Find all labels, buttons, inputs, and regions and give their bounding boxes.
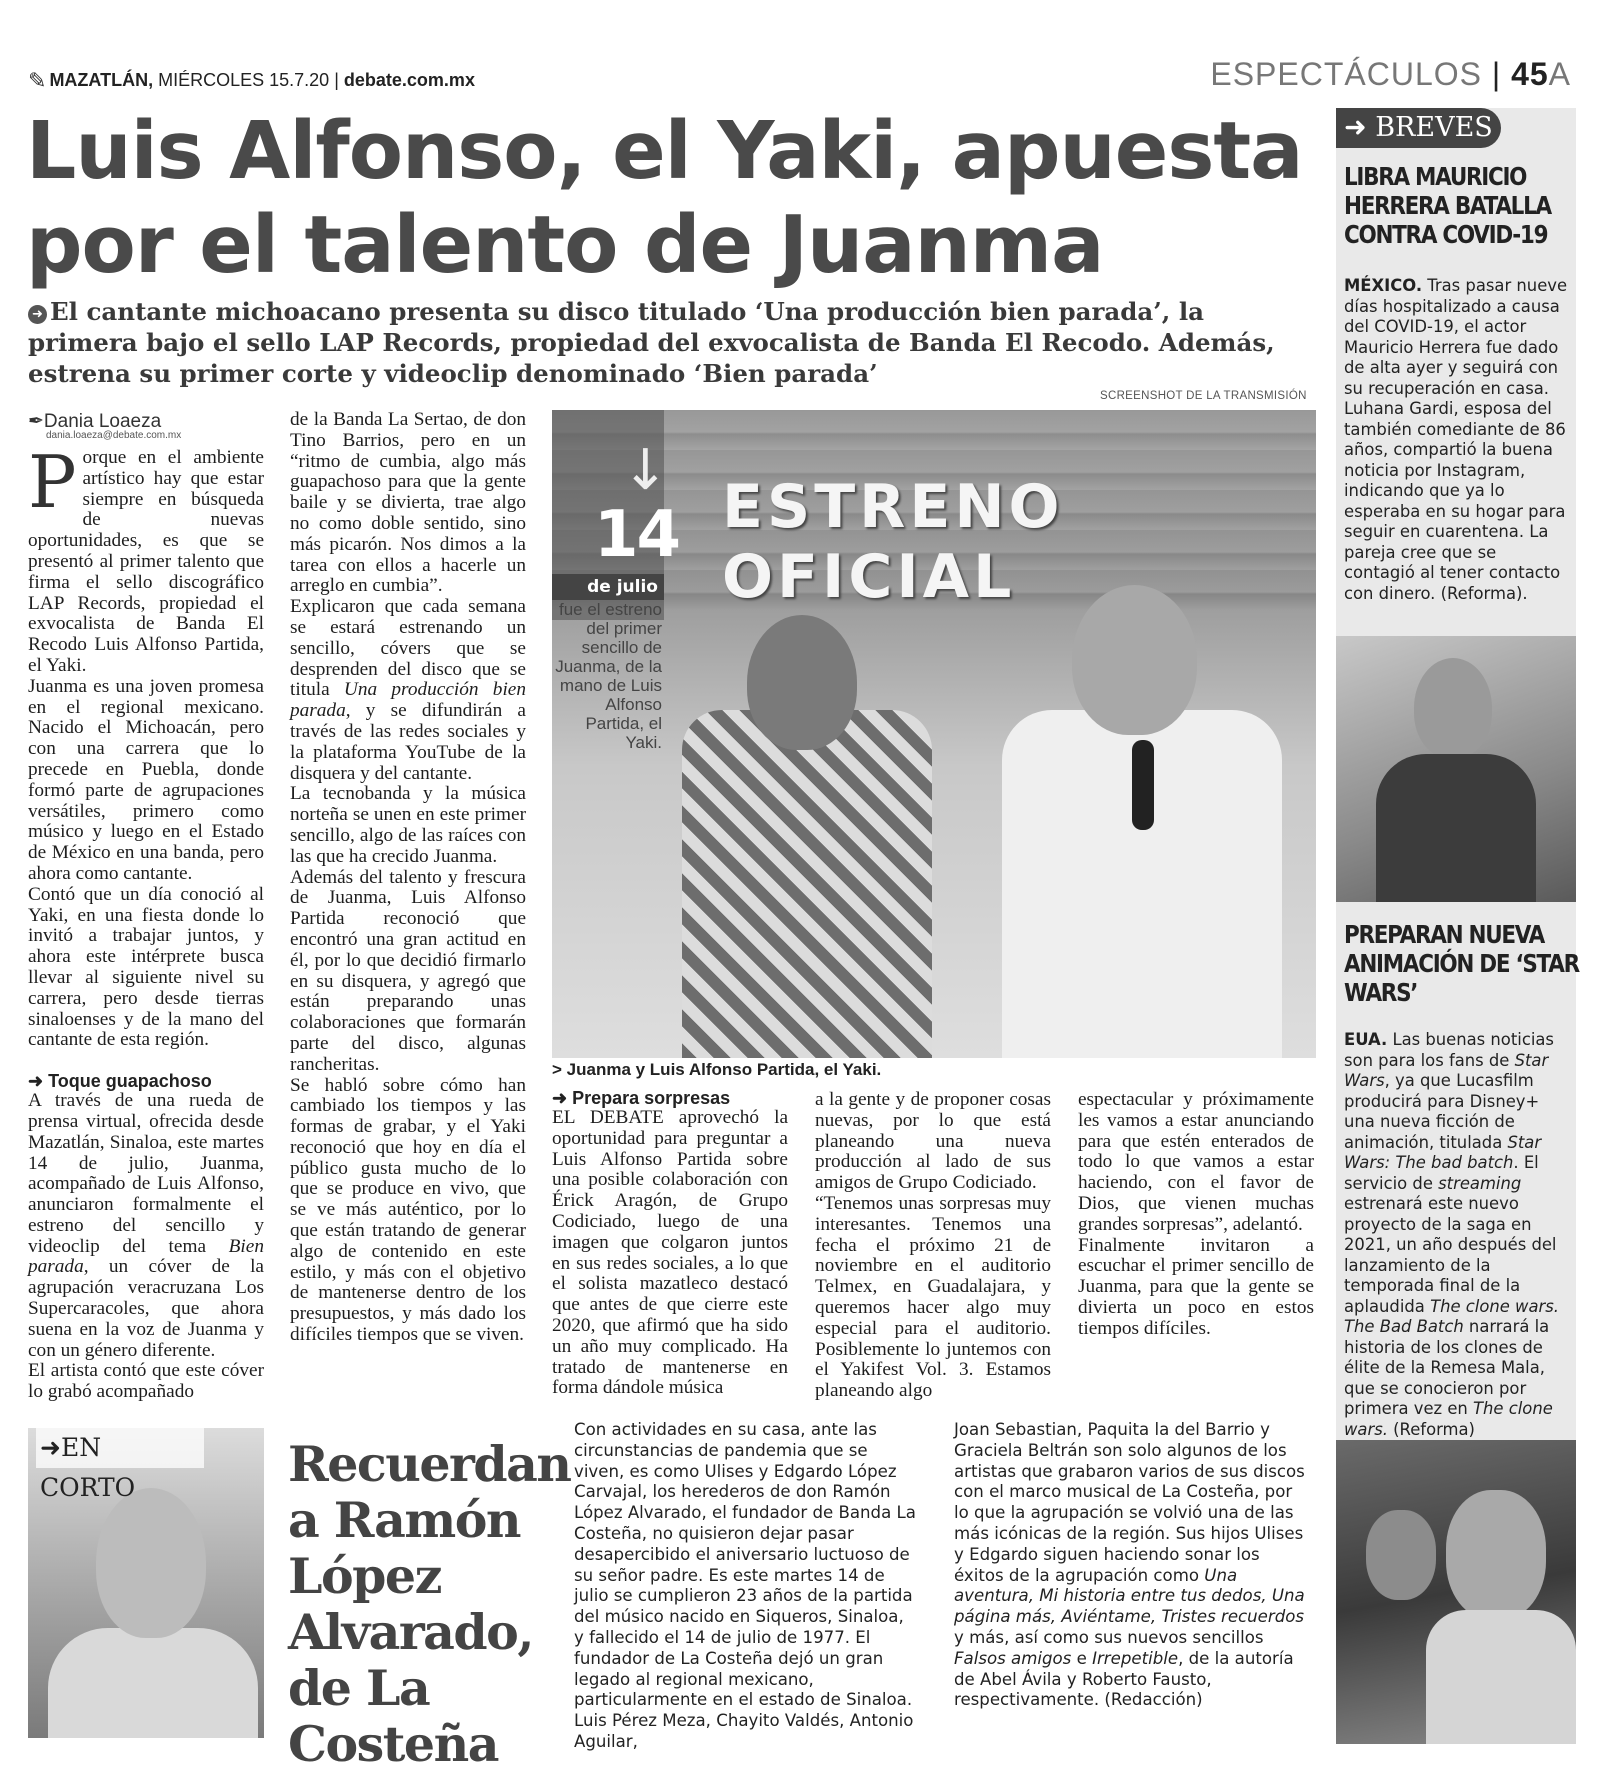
italic-title: Una producción bien parada <box>290 679 526 722</box>
italic-title: streaming <box>1438 1173 1522 1193</box>
paragraph: Se habló sobre cómo han cambiado los tiempos y las formas de grabar, y el Yaki reconoció que hoy en día el público gusta mucho de lo que se produce en vivo, que se ve más auténtico, por lo que están tratando de generar algo de contenido en este estilo, y más con el objetivo de mantenerse dentro de los presupuestos, y más dado los difíciles tiempos que se viven. <box>290 1074 526 1346</box>
italic-title: Irrepetible <box>1092 1648 1179 1668</box>
page-suffix: A <box>1548 56 1571 92</box>
photo-credit: SCREENSHOT DE LA TRANSMISIÓN <box>1100 390 1307 402</box>
down-arrow-icon: ↓ <box>622 438 669 503</box>
article-column-2 <box>290 410 526 1346</box>
section-name: ESPECTÁCULOS <box>1210 56 1482 92</box>
encorto-label: EN CORTO <box>40 1433 136 1502</box>
paragraph: Además del talento y frescura de Juanma, Luis Alfonso Partida reconoció que encontró una gran actitud en él, por lo que decidió firmarlo en su disquera, y agregó que están preparando unas colaboraciones que formarán parte del disco, algunas rancheritas. <box>290 866 526 1075</box>
paragraph: Contó que un día conoció al Yaki, en una fiesta donde lo invitó a trabajar juntos, y ahora este intérprete busca llevar al siguiente nivel su carrera, pero desde tierras sinaloenses y de la mano del cantante de esta región. <box>28 883 264 1051</box>
issue-date: MIÉRCOLES 15.7.20 <box>158 70 330 90</box>
italic-title: Star Wars: The bad batch <box>1344 1132 1542 1172</box>
estreno-sign: ESTRENO OFICIAL <box>722 472 1064 612</box>
paragraph-text: , de la autoría de Abel Ávila y Roberto Fausto, respectivamente. (Redacción) <box>954 1648 1294 1710</box>
brief-body: Las buenas noticias son para los fans de <box>1344 1030 1554 1070</box>
separator: | <box>334 70 339 90</box>
section-header <box>1210 56 1571 93</box>
brief-body: (Reforma) <box>1387 1419 1475 1439</box>
feather-logo-icon: ✎ <box>28 68 47 93</box>
article-column-3 <box>552 1082 788 1399</box>
headline-line-2: por el talento de Juanma <box>26 199 1104 291</box>
paragraph-text: , un cóver de la agrupación veracruzana Los Supercaracoles, que ahora suena en la voz de Juanma y con un género diferente. <box>28 1256 264 1361</box>
brief-2-text <box>1344 1030 1568 1440</box>
microphone-icon <box>1132 740 1154 830</box>
brief-body: narrará la historia de los clones de élite de la Remesa Mala, que se conocieron por primera vez en <box>1344 1317 1550 1418</box>
headline <box>26 104 1326 292</box>
city: MAZATLÁN, <box>49 70 154 90</box>
italic-title: Bien parada <box>28 1235 264 1278</box>
brief-body: , ya que Lucasfilm producirá para Disney+ una nueva ficción de animación, titulada <box>1344 1071 1540 1152</box>
section-separator: | <box>1491 56 1502 92</box>
yaki-head <box>1072 585 1197 735</box>
brief-lead: MÉXICO. <box>1344 276 1423 295</box>
breves-label: BREVES <box>1375 112 1493 143</box>
subheadline-text: El cantante michoacano presenta su disco titulado ‘Una producción bien parada’, la primera bajo el sello LAP Records, propiedad del exvocalista de Banda El Recodo. Además, estrena su primer corte y videoclip denominado ‘Bien parada’ <box>28 297 1275 388</box>
author-name: Dania Loaeza <box>43 411 162 432</box>
article-column-1 <box>28 440 264 1403</box>
italic-title: The clone wars. <box>1344 1399 1553 1439</box>
drop-cap: P <box>28 440 77 524</box>
subheadline <box>28 296 1288 389</box>
article-column-4 <box>815 1090 1051 1402</box>
paragraph-text: orque en el ambiente artístico hay que estar siempre en búsqueda de nuevas oportunidades, es que se presentó al primer talento que firma el sello discográfico LAP Records, propiedad el exvocalista de Banda El Recodo Luis Alfonso Partida, el Yaki. <box>28 447 264 676</box>
paragraph: a la gente y de proponer cosas nuevas, por lo que está planeando una nueva producción al lado de sus amigos de Grupo Codiciado. <box>815 1089 1051 1194</box>
star-wars-photo <box>1336 1440 1576 1744</box>
breves-tab: ➜ BREVES <box>1336 108 1501 148</box>
italic-title: Star Wars <box>1344 1050 1549 1090</box>
paragraph <box>28 440 264 677</box>
date-label: de julio <box>552 574 664 600</box>
encorto-title: Recuerdan a Ramón López Alvarado, de La Costeña <box>288 1435 571 1773</box>
paragraph <box>28 1091 264 1361</box>
headline-line-1: Luis Alfonso, el Yaki, apuesta <box>26 105 1303 197</box>
date-caption: fue el estreno del primer sencillo de Juanma, de la mano de Luis Alfonso Partida, el Yaki. <box>555 600 662 752</box>
date-number: 14 <box>594 498 680 572</box>
paragraph-text: e <box>1071 1648 1093 1668</box>
article-column-5 <box>1078 1090 1314 1340</box>
paragraph-text: Explicaron que cada semana se estará estrenando un sencillo, cóvers que se desprenden del disco que se titula <box>290 596 526 701</box>
italic-title: Falsos amigos <box>954 1648 1072 1668</box>
site-link[interactable]: debate.com.mx <box>343 70 475 90</box>
main-photo <box>552 410 1316 1058</box>
encorto-tab: ➜EN CORTO <box>36 1428 204 1468</box>
clone-armor <box>1426 1610 1576 1744</box>
brief-1-text <box>1344 276 1568 604</box>
paragraph: La tecnobanda y la música norteña se unen en este primer sencillo, algo de las raíces con las que ha crecido Juanma. <box>290 783 526 867</box>
italic-title: Una aventura, Mi historia entre tus dedos, Una página más, Aviéntame, Tristes recuerdos <box>954 1565 1305 1627</box>
arrow-circle-icon: ➜ <box>28 305 47 324</box>
author-email[interactable]: dania.loaeza@debate.com.mx <box>46 430 182 441</box>
paragraph-text: A través de una rueda de prensa virtual, ofrecida desde Mazatlán, Sinaloa, este martes 14 de julio, Juanma, acompañado de Luis Alfonso, anunciaron formalmente el estreno del sencillo y videoclip del tema <box>28 1090 264 1257</box>
paragraph: “Tenemos unas sorpresas muy interesantes. Tenemos una fecha el próximo 21 de noviembre en el auditorio Telmex, en Guadalajara, y queremos hacer algo muy especial para el auditorio. Posiblemente lo juntemos con el Yakifest Vol. 3. Estamos planeando algo <box>815 1192 1051 1402</box>
brief-body: estrenará este nuevo proyecto de la saga en 2021, un año después del lanzamiento de la temporada final de la aplaudida <box>1344 1194 1557 1316</box>
brief-body: Tras pasar nueve días hospitalizado a causa del COVID-19, el actor Mauricio Herrera fue dado de alta ayer y seguirá con su recuperación en casa. Luhana Gardi, esposa del también comediante de 86 años, compartió la buena noticia por Instagram, indicando que ya lo esperaba en su hogar para seguir en cuarentena. La pareja cree que se contagió al tener contacto con dinero. (Reforma). <box>1344 276 1568 603</box>
portrait-body <box>1376 754 1536 902</box>
brief-body: . El servicio de <box>1344 1153 1539 1193</box>
page-number: 45 <box>1511 56 1549 92</box>
paragraph <box>290 597 526 784</box>
subhead-text: Toque guapachoso <box>48 1071 212 1092</box>
mauricio-herrera-photo <box>1336 636 1576 902</box>
juanma-head <box>747 615 857 750</box>
paragraph-text: , y se difundirán a través de las redes sociales y la plataforma YouTube de la disquera y del cantante. <box>290 700 526 784</box>
paragraph: de la Banda La Sertao, de don Tino Barrios, pero en un “ritmo de cumbia, algo más guapachoso para que la gente baile y se divierta, trae algo no como doble sentido, sino más picarón. Nos dimos a la tarea con ellos a hacerle un arreglo en cumbia”. <box>290 409 526 597</box>
photo-caption: > Juanma y Luis Alfonso Partida, el Yaki. <box>552 1060 882 1079</box>
italic-title: The clone wars. The Bad Batch <box>1344 1296 1559 1336</box>
paragraph: EL DEBATE aprovechó la oportunidad para preguntar a Luis Alfonso Partida sobre una posible colaboración con Érick Aragón, de Grupo Codiciado, luego de una imagen que colgaron juntos en sus redes sociales, a lo que el solista mazatleco destacó que antes de que cierre este 2020, que afirmó que ha sido un año muy complicado. Ha tratado de mantenerse en forma dándole música <box>552 1107 788 1399</box>
clone-head-right <box>1446 1490 1546 1620</box>
pen-icon: ✒ <box>28 411 44 432</box>
brief-1-title: LIBRA MAURICIO HERRERA BATALLA CONTRA COVID-19 <box>1344 162 1551 249</box>
brief-lead: EUA. <box>1344 1030 1388 1049</box>
masthead-left <box>28 66 475 92</box>
paragraph: Juanma es una joven promesa en el regional mexicano. Nacido el Michoacán, pero con una carrera que lo precede en Puebla, donde formó parte de agrupaciones versátiles, primero como músico y luego en el Estado de México en una banda, pero ahora como cantante. <box>28 675 264 884</box>
paragraph: espectacular y próximamente les vamos a estar anunciando para que estén enterados de todo lo que vamos a estar haciendo, con el favor de Dios, que vienen muchas grandes sorpresas”, adelantó. <box>1078 1089 1314 1235</box>
clone-head-left <box>1366 1510 1436 1600</box>
portrait-body <box>48 1628 258 1738</box>
paragraph: El artista contó que este cóver lo grabó acompañado <box>28 1360 264 1403</box>
paragraph: Finalmente invitaron a escuchar el primer sencillo de Juanma, para que la gente se divierta un poco en estos tiempos difíciles. <box>1078 1234 1314 1339</box>
section-subhead: ➜ Toque guapachoso <box>28 1071 212 1092</box>
portrait-head <box>96 1488 206 1638</box>
section-subhead: ➜ Prepara sorpresas <box>552 1088 731 1108</box>
paragraph-text: y más, así como sus nuevos sencillos <box>954 1627 1264 1647</box>
paragraph-text: Joan Sebastian, Paquita la del Barrio y Graciela Beltrán son solo algunos de los artistas que grabaron varios de sus discos con el marco musical de La Costeña, por lo que la agrupación se volvió una de las más icónicas de la región. Sus hijos Ulises y Edgardo siguen haciendo sonar los éxitos de la agrupación como <box>954 1420 1305 1585</box>
encorto-column-2 <box>954 1420 1308 1711</box>
juanma-figure <box>682 710 932 1058</box>
subhead-text: Prepara sorpresas <box>572 1088 731 1108</box>
portrait-head <box>1414 658 1492 758</box>
brief-2-title: PREPARAN NUEVA ANIMACIÓN DE ‘STAR WARS’ <box>1344 920 1579 1007</box>
encorto-column-1: Con actividades en su casa, ante las circunstancias de pandemia que se viven, es como Ulises y Edgardo López Carvajal, los herederos de don Ramón López Alvarado, el fundador de Banda La Costeña, no quisieron dejar pasar desapercibido el aniversario luctuoso de su señor padre. Es este martes 14 de julio se cumplieron 23 años de la partida del músico nacido en Siqueros, Sinaloa, y fallecido el 14 de julio de 1977. El fundador de La Costeña dejó un gran legado al regional mexicano, particularmente en el estado de Sinaloa. Luis Pérez Meza, Chayito Valdés, Antonio Aguilar, <box>574 1420 916 1751</box>
